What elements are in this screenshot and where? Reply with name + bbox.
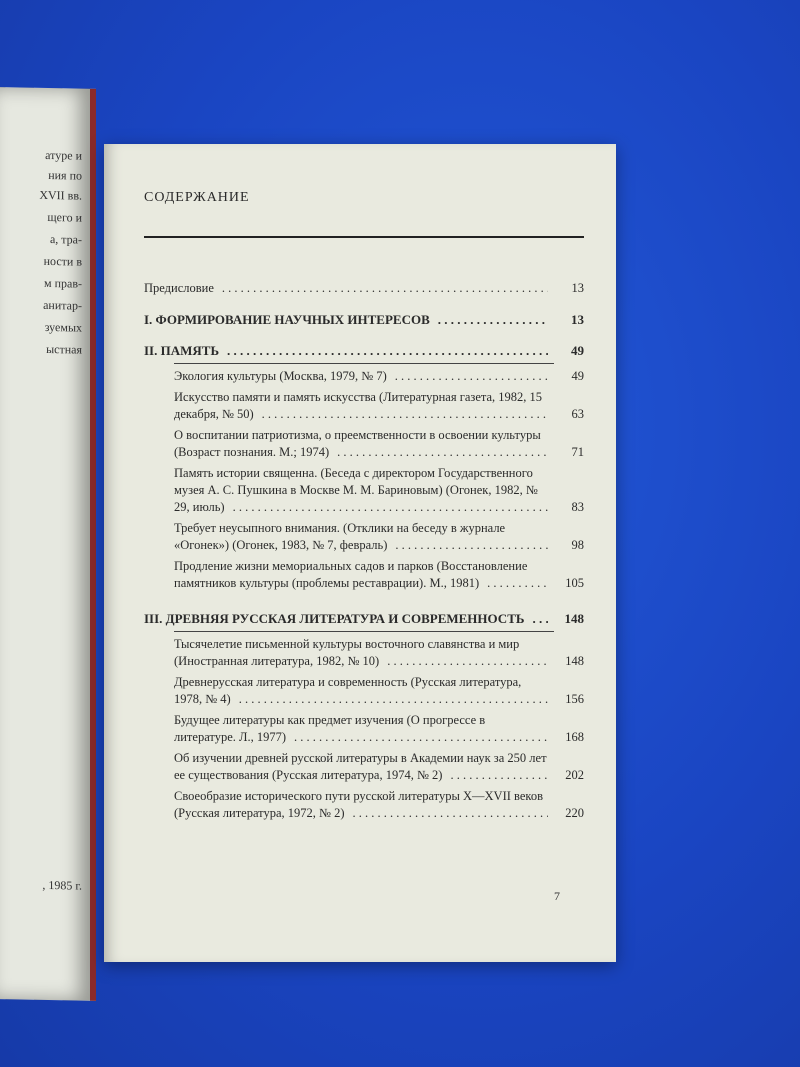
left-text-fragment: а, тра- <box>49 232 82 247</box>
toc-entry-title: О воспитании патриотизма, о преемственности в освоении культуры (Возраст познания. М.; 1974) <box>174 428 541 459</box>
toc-entry <box>144 280 584 297</box>
left-book-page <box>0 87 96 1001</box>
toc-section <box>144 610 584 627</box>
toc-entry-page: 98 <box>548 537 584 554</box>
toc-entry-page: 49 <box>548 342 584 359</box>
toc-section-title: III. ДРЕВНЯЯ РУССКАЯ ЛИТЕРАТУРА И СОВРЕМЕННОСТЬ <box>144 611 528 626</box>
toc-entry <box>174 389 584 423</box>
toc-entry-page: 83 <box>548 499 584 516</box>
toc-entry-page: 148 <box>548 653 584 670</box>
toc-entry-page: 63 <box>548 406 584 423</box>
toc-entry-page: 148 <box>548 610 584 627</box>
left-text-fragment: XVII вв. <box>39 187 82 203</box>
left-text-fragment: м прав- <box>43 275 82 291</box>
toc-entry <box>174 465 584 516</box>
toc-entry <box>174 427 584 461</box>
left-text-fragment: ыстная <box>46 341 82 357</box>
toc-entry <box>174 636 584 670</box>
toc-entry-title: Предисловие <box>144 281 218 295</box>
toc-entry-page: 49 <box>548 368 584 385</box>
toc-entry-title: Тысячелетие письменной культуры восточного славянства и мир (Иностранная литература, 1982, № 10) <box>174 637 520 668</box>
section-divider <box>174 631 554 632</box>
toc-entry <box>174 712 584 746</box>
toc-entry <box>174 558 584 592</box>
toc-section-title: II. ПАМЯТЬ <box>144 343 223 358</box>
toc-entry-title: Будущее литературы как предмет изучения (О прогрессе в литературе. Л., 1977) <box>174 713 486 744</box>
toc-entry-title: Память истории священна. (Беседа с директором Государственного музея А. С. Пушкина в Москве М. М. Бариновым) (Огонек, 1982, № 29, июль) <box>174 466 538 514</box>
toc-entry <box>174 788 584 822</box>
toc-entry-page: 13 <box>548 280 584 297</box>
toc-entry-page: 168 <box>548 729 584 746</box>
toc-section-title: I. ФОРМИРОВАНИЕ НАУЧНЫХ ИНТЕРЕСОВ <box>144 312 434 327</box>
section-divider <box>174 363 554 364</box>
left-text-fragment: щего и <box>47 209 82 225</box>
toc-entry-title: Искусство памяти и память искусства (Литературная газета, 1982, 15 декабря, № 50) <box>174 390 543 421</box>
toc-entry-page: 105 <box>548 575 584 592</box>
toc-section <box>144 311 584 328</box>
toc-entry-page: 202 <box>548 767 584 784</box>
page-number: 7 <box>554 889 560 903</box>
toc-entry <box>174 674 584 708</box>
toc-entry-title: Своеобразие исторического пути русской литературы X—XVII веков (Русская литература, 1972, № 2) <box>174 789 543 820</box>
right-book-page <box>104 144 616 962</box>
toc-entry-title: Требует неусыпного внимания. (Отклики на беседу в журнале «Огонек») (Огонек, 1983, № 7, февраль) <box>174 521 506 552</box>
toc-entry-title: Экология культуры (Москва, 1979, № 7) <box>174 369 391 383</box>
toc-entry-page: 71 <box>548 444 584 461</box>
toc-entry-page: 220 <box>548 805 584 822</box>
table-of-contents <box>144 190 584 826</box>
left-text-fragment: зуемых <box>44 319 82 335</box>
toc-heading: СОДЕРЖАНИЕ <box>144 190 250 205</box>
left-text-fragment: ности в <box>43 253 82 269</box>
toc-entry <box>174 368 584 385</box>
toc-entry-page: 156 <box>548 691 584 708</box>
toc-entry-title: Об изучении древней русской литературы в Академии наук за 250 лет ее существования (Русская литература, 1974, № 2) <box>174 751 547 782</box>
left-text-fragment: ния по <box>48 168 82 183</box>
left-bottom-text: , 1985 г. <box>42 877 82 893</box>
toc-entry-title: Древнерусская литература и современность (Русская литература, 1978, № 4) <box>174 675 522 706</box>
toc-entry-page: 13 <box>548 311 584 328</box>
toc-entry-title: Продление жизни мемориальных садов и парков (Восстановление памятников культуры (проблемы реставрации). М., 1981) <box>174 559 528 590</box>
heading-rule <box>144 236 584 238</box>
left-text-fragment: атуре и <box>45 147 82 163</box>
toc-entry <box>174 750 584 784</box>
toc-section <box>144 342 584 359</box>
left-text-fragment: анитар- <box>43 297 82 313</box>
toc-entry <box>174 520 584 554</box>
